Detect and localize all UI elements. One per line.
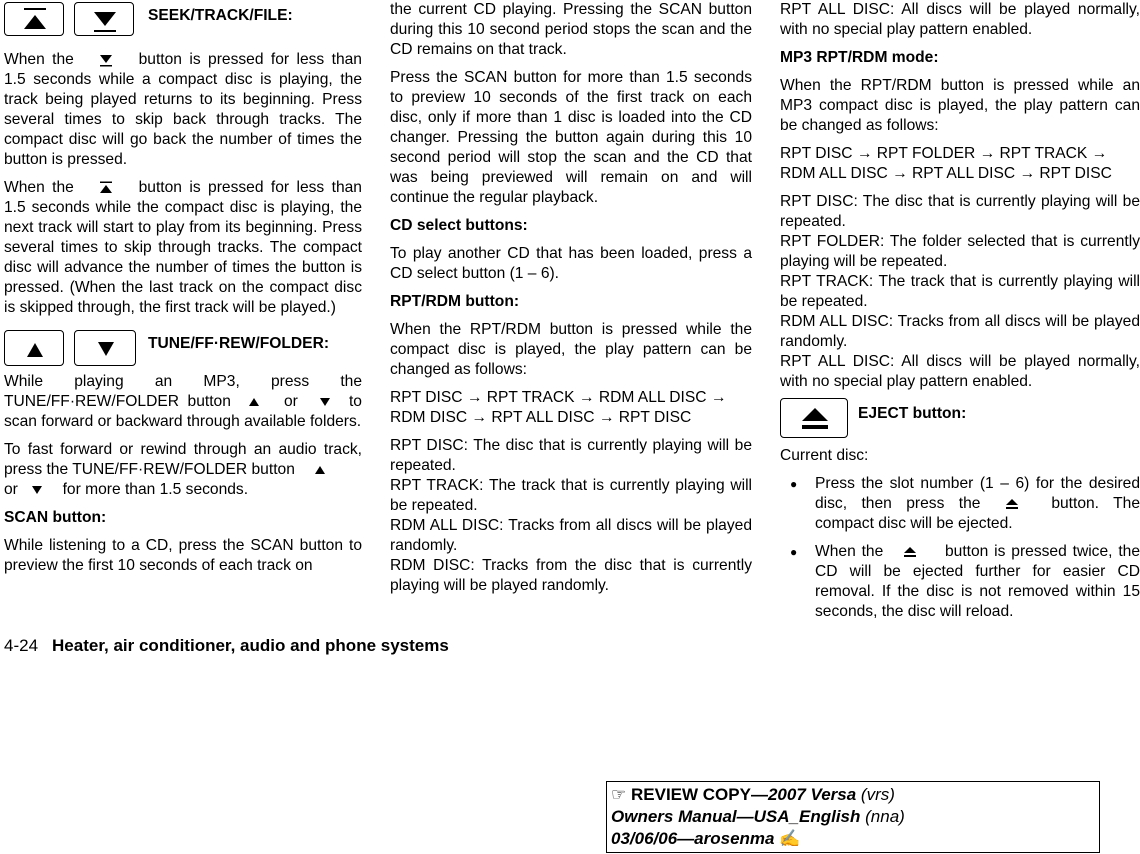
seek-down-icon [99,53,113,67]
tune-down-icon [75,331,137,367]
tune-up-icon [313,463,327,477]
rpt-rdm-paragraph: When the RPT/RDM button is pressed while the compact disc is played, the play pattern can be changed as follows: [390,321,752,378]
review-line-1: ☞ REVIEW COPY—2007 Versa (vrs) [611,785,895,804]
writing-hand-icon: ✍ [779,829,801,848]
mp3-paragraph: When the RPT/RDM button is pressed while an MP3 compact disc is played, the play pattern can be changed as follows: [780,77,1140,134]
eject-icon [903,545,917,559]
tune-down-button-illustration [74,330,136,366]
rpt-def-rdm-all: RDM ALL DISC: Tracks from all discs will be played randomly. [390,517,752,554]
tune-heading: TUNE/FF·REW/FOLDER: [148,335,330,352]
page-footer [4,636,449,656]
review-copy-stamp [606,781,1100,853]
seek-track-header [4,0,362,50]
eject-icon [1005,497,1019,511]
mp3-def-folder: RPT FOLDER: The folder selected that is currently playing will be repeated. [780,233,1140,270]
pointing-hand-icon: ☞ [611,785,627,804]
eject-header [780,392,1140,446]
scan-paragraph-1: While listening to a CD, press the SCAN button to preview the first 10 seconds of each track on [4,537,362,574]
tune-paragraph-2: To fast forward or rewind through an audio track, press the TUNE/FF·REW/FOLDER button or for more than 1.5 seconds. [4,441,362,498]
scan-heading: SCAN button: [4,509,107,526]
rpt-def-track: RPT TRACK: The track that is currently playing will be repeated. [390,477,752,514]
eject-bullet-2: ● When the button is pressed twice, the CD will be ejected further for easier CD removal. If the disc is not removed within 15 seconds, the disc will reload. [780,542,1140,622]
column-1 [4,0,362,576]
eject-bullet-list [780,474,1140,622]
rpt-def-all-disc: RPT ALL DISC: All discs will be played normally, with no special play pattern enabled. [780,1,1140,38]
seek-down-icon [75,3,135,37]
tune-header [4,326,362,372]
seek-heading: SEEK/TRACK/FILE: [148,7,293,24]
rpt-rdm-sequence: RPT DISC → RPT TRACK → RDM ALL DISC → RDM DISC → RPT ALL DISC → RPT DISC [390,389,727,426]
scan-paragraph-1-continued: the current CD playing. Pressing the SCAN button during this 10 second period stops the scan and the CD remains on that track. [390,1,752,58]
tune-down-icon [318,395,332,409]
rpt-def-rdm-disc: RDM DISC: Tracks from the disc that is currently playing will be played randomly. [390,557,752,594]
seek-up-icon [99,181,113,195]
mp3-def-disc: RPT DISC: The disc that is currently playing will be repeated. [780,193,1140,230]
seek-up-icon [5,3,65,37]
seek-down-button-illustration [74,2,134,36]
seek-up-button-illustration [4,2,64,36]
seek-paragraph-1: When the button is pressed for less than 1.5 seconds while a compact disc is playing, the track being played returns to its beginning. Press several times to skip back through tracks. The compact disc will go back the number of times the button is pressed. [4,51,362,168]
mp3-sequence: RPT DISC → RPT FOLDER → RPT TRACK → RDM ALL DISC → RPT ALL DISC → RPT DISC [780,145,1112,182]
column-2 [390,0,752,596]
mp3-def-rdm-all: RDM ALL DISC: Tracks from all discs will be played randomly. [780,313,1140,350]
rpt-rdm-heading: RPT/RDM button: [390,293,520,310]
mp3-def-all-disc: RPT ALL DISC: All discs will be played normally, with no special play pattern enabled. [780,353,1140,390]
page-number: 4-24 [4,636,39,655]
cd-select-paragraph: To play another CD that has been loaded, press a CD select button (1 – 6). [390,245,752,282]
tune-up-button-illustration [4,330,64,366]
column-3 [780,0,1140,630]
review-line-2: Owners Manual—USA_English (nna) [611,807,905,826]
tune-up-icon [5,331,65,367]
rpt-def-disc: RPT DISC: The disc that is currently playing will be repeated. [390,437,752,474]
eject-heading: EJECT button: [858,405,967,422]
mp3-heading: MP3 RPT/RDM mode: [780,49,939,66]
tune-up-icon [247,395,261,409]
eject-icon [781,399,849,439]
cd-select-heading: CD select buttons: [390,217,528,234]
seek-paragraph-2: When the button is pressed for less than 1.5 seconds while the compact disc is playing, the next track will start to play from its beginning. Press several times to skip through tracks. The compact disc will advance the number of times the button is pressed. (When the last track on the compact disc is skipped through, the first track will be played.) [4,179,362,316]
review-line-3: 03/06/06—arosenma ✍ [611,829,801,848]
eject-button-illustration [780,398,848,438]
eject-bullet-1: ● Press the slot number (1 – 6) for the desired disc, then press the button. The compact disc will be ejected. [780,474,1140,534]
scan-paragraph-2: Press the SCAN button for more than 1.5 seconds to preview 10 seconds of the first track on each disc, only if more than 1 disc is loaded into the CD changer. Pressing the button again during this 10 second period will stop the scan and the CD that was being previewed will remain on and will continue the regular playback. [390,69,752,206]
chapter-title: Heater, air conditioner, audio and phone systems [52,636,449,655]
tune-down-icon [30,483,44,497]
mp3-def-track: RPT TRACK: The track that is currently playing will be repeated. [780,273,1140,310]
tune-paragraph-1: While playing an MP3, press the TUNE/FF·REW/FOLDER button or to scan forward or backward through available folders. [4,373,362,430]
eject-intro: Current disc: [780,447,869,464]
